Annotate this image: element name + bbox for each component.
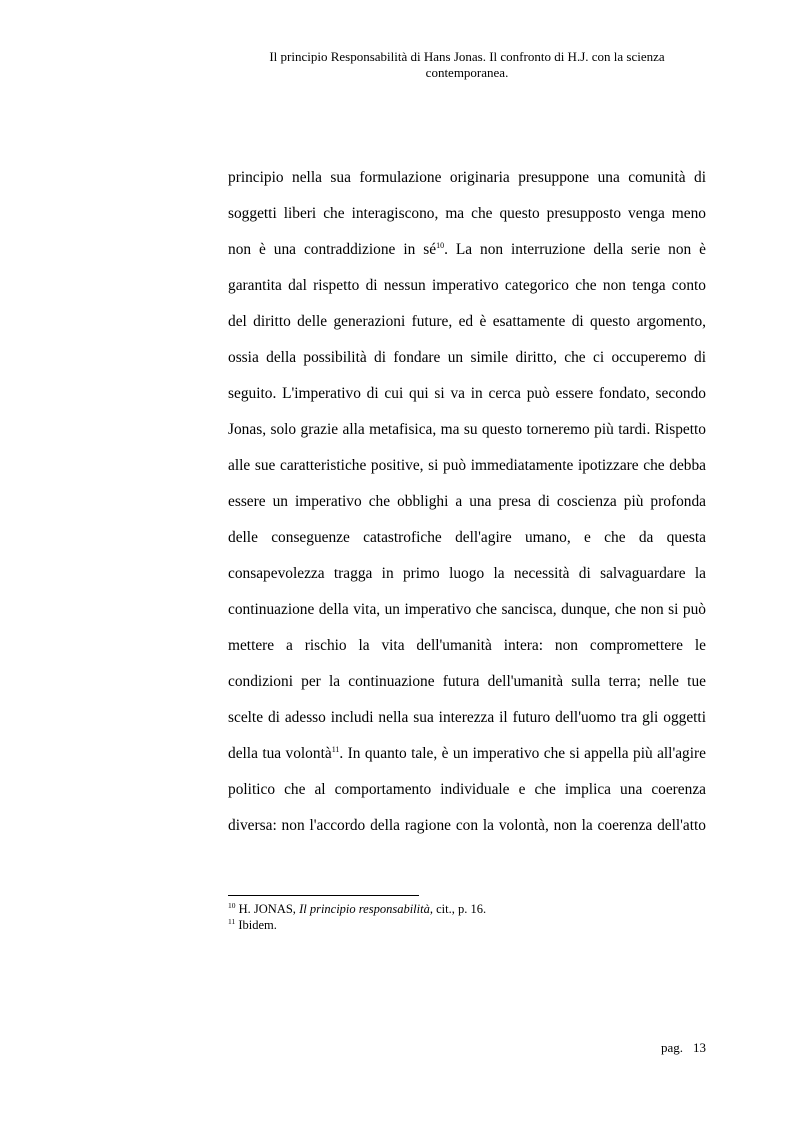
text-line: seguito. L'imperativo di cui qui si va in cerca può essere fondato, secondo	[228, 385, 706, 402]
footnote-number: 10	[228, 901, 236, 910]
page-footer	[580, 1040, 706, 1056]
text-line: politico che al comportamento individuale e che implica una coerenza	[228, 781, 706, 798]
page-label: pag.	[660, 1040, 683, 1055]
running-header-line-1: Il principio Responsabilità di Hans Jonas. Il confronto di H.J. con la scienza	[269, 49, 665, 64]
running-header-line-2: contemporanea.	[425, 65, 509, 80]
footnote-rest: Ibidem.	[235, 918, 277, 932]
footnote-separator	[228, 895, 419, 896]
text-line: delle conseguenze catastrofiche dell'agire umano, e che da questa	[228, 529, 706, 546]
text-line: principio nella sua formulazione originaria presuppone una comunità di	[228, 169, 706, 186]
text-line: diversa: non l'accordo della ragione con la volontà, non la coerenza dell'atto	[228, 817, 706, 834]
footnote-11	[228, 917, 706, 933]
footnote-ref-10: 10	[436, 241, 445, 250]
text-line: continuazione della vita, un imperativo che sancisca, dunque, che non si può	[228, 601, 706, 618]
text-line: garantita dal rispetto di nessun imperativo categorico che non tenga conto	[228, 277, 706, 294]
text-line: ossia della possibilità di fondare un simile diritto, che ci occuperemo di	[228, 349, 706, 366]
text-line: condizioni per la continuazione futura dell'umanità sulla terra; nelle tue	[228, 673, 706, 690]
footnote-10	[228, 901, 706, 917]
page-number: 13	[693, 1040, 706, 1055]
text-line-part: non è una contraddizione in sé	[228, 241, 437, 258]
text-line: essere un imperativo che obblighi a una presa di coscienza più profonda	[228, 493, 706, 510]
text-line: alle sue caratteristiche positive, si può immediatamente ipotizzare che debba	[228, 457, 706, 474]
text-line-part: . In quanto tale, è un imperativo che si appella più all'agire	[339, 745, 706, 762]
body-text	[228, 160, 706, 844]
footnote-number: 11	[228, 917, 236, 926]
text-line: scelte di adesso includi nella sua interezza il futuro dell'uomo tra gli oggetti	[228, 709, 706, 726]
text-line-part: della tua volontà	[228, 745, 332, 762]
text-line: consapevolezza tragga in primo luogo la necessità di salvaguardare la	[228, 565, 706, 582]
text-line: del diritto delle generazioni future, ed è esattamente di questo argomento,	[228, 313, 706, 330]
text-line-part: . La non interruzione della serie non è	[444, 241, 706, 258]
footnote-ref-11: 11	[331, 745, 340, 754]
running-header	[228, 49, 706, 81]
footnote-title: Il principio responsabilità,	[299, 902, 433, 916]
text-line	[228, 232, 706, 268]
text-line: Jonas, solo grazie alla metafisica, ma su questo torneremo più tardi. Rispetto	[228, 421, 706, 438]
text-line	[228, 736, 706, 772]
text-line: mettere a rischio la vita dell'umanità intera: non compromettere le	[228, 637, 706, 654]
footnote-rest: cit., p. 16.	[432, 902, 487, 916]
footnotes	[228, 901, 706, 933]
text-line: soggetti liberi che interagiscono, ma che questo presupposto venga meno	[228, 205, 706, 222]
footnote-author: H. JONAS,	[238, 902, 300, 916]
